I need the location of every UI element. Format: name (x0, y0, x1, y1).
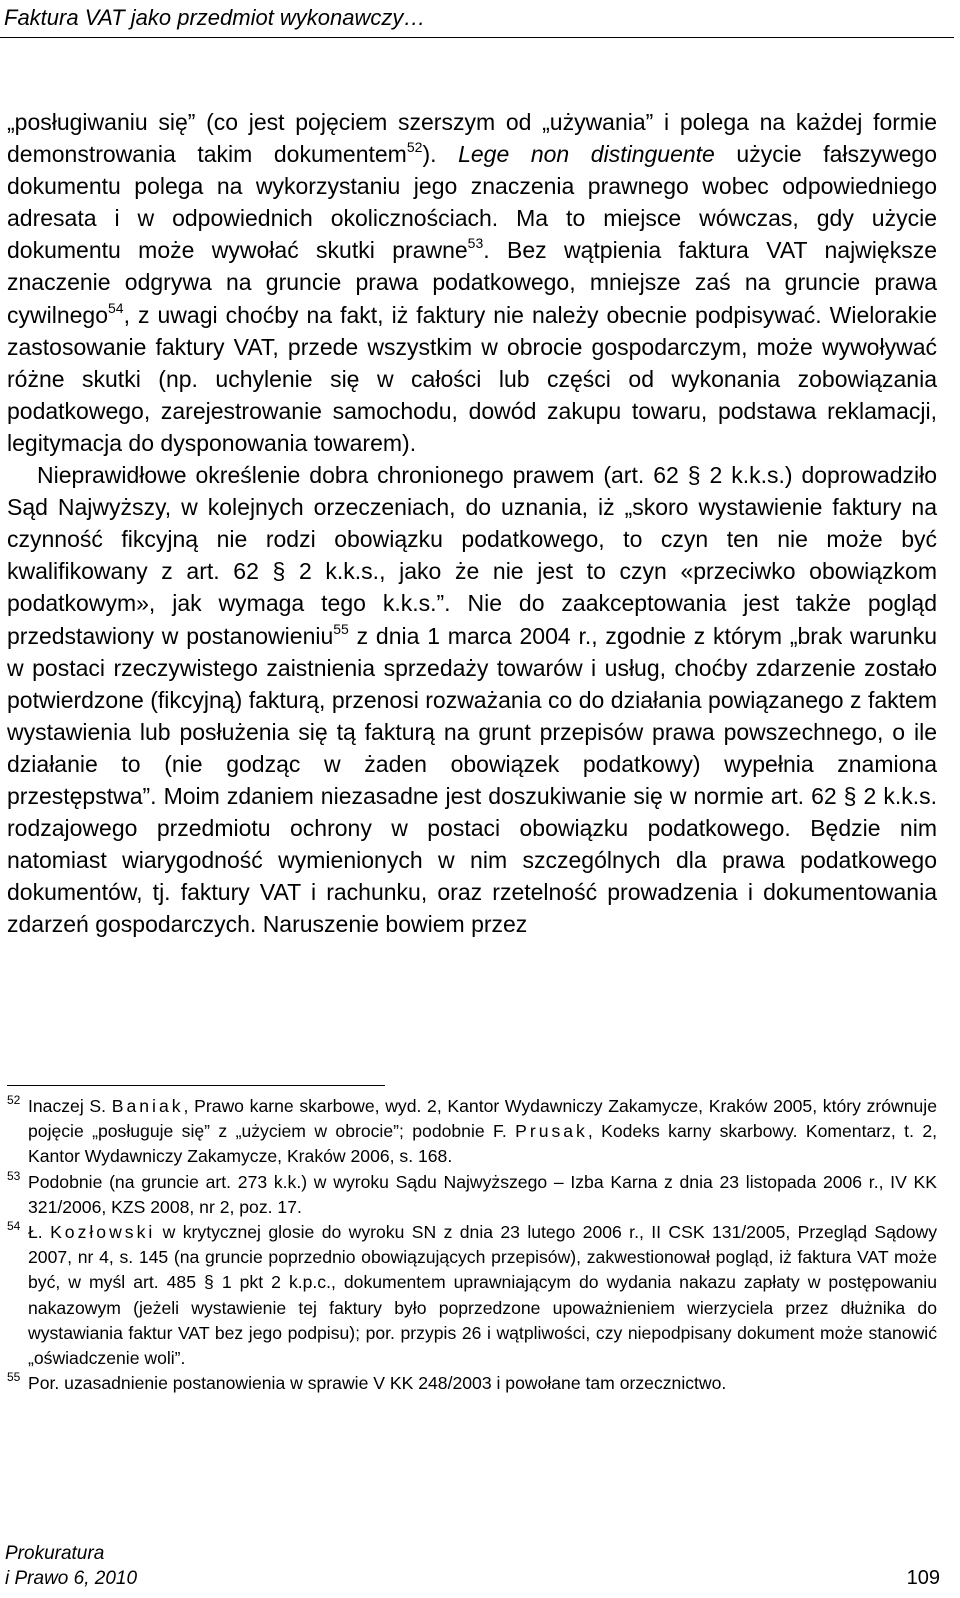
running-header (0, 0, 954, 36)
footnote-ref-55[interactable]: 55 (333, 620, 349, 637)
footnote-54: 54 Ł. Kozłowski w krytycznej glosie do wyroku SN z dnia 23 lutego 2006 r., II CSK 131/2005, Przegląd Sądowy 2007, nr 4, s. 145 (na gruncie poprzednio obowiązujących przepisów), zakwestionował pogląd, iż faktura VAT może być, w myśl art. 485 § 1 pkt 2 k.p.c., dokumentem uprawniającym do wydania nakazu zapłaty w postępowaniu nakazowym (jeżeli wystawienie tej faktury było poprzedzone upoważnieniem wierzyciela przez dłużnika do wystawiania faktur VAT bez jego podpisu); por. przypis 26 i wątpliwości, czy niepodpisany dokument może stanowić „oświadczenie woli”. (7, 1220, 937, 1371)
header-rule (0, 37, 954, 38)
footnote-number: 54 (7, 1219, 21, 1234)
footnote-53: 53 Podobnie (na gruncie art. 273 k.k.) w wyroku Sądu Najwyższego – Izba Karna z dnia 23 listopada 2006 r., IV KK 321/2006, KZS 2008, nr 2, poz. 17. (7, 1170, 937, 1220)
journal-name: Prokuratura (5, 1543, 105, 1564)
author-name: Baniak (111, 1096, 184, 1116)
footnote-number: 52 (7, 1093, 21, 1107)
footnote-number: 55 (7, 1370, 21, 1385)
footnote-number: 53 (7, 1168, 21, 1183)
latin-phrase: Lege non distinguente (458, 141, 715, 168)
author-name: Kozłowski (50, 1222, 156, 1243)
author-name: Prusak (515, 1121, 588, 1142)
page-number: 109 (906, 1567, 940, 1589)
footnote-ref-52[interactable]: 52 (406, 139, 423, 156)
footnote-separator (7, 1085, 385, 1086)
footnote-52: 52 Inaczej S. Baniak, Prawo karne skarbowe, wyd. 2, Kantor Wydawniczy Zakamycze, Kraków 2005, który zrównuje pojęcie „posługuje się” z „użyciem w obrocie”; podobnie F. Prusak, Kodeks karny skarbowy. Komentarz, t. 2, Kantor Wydawniczy Zakamycze, Kraków 2006, s. 168. (7, 1094, 937, 1170)
footnote-ref-53[interactable]: 53 (467, 235, 484, 252)
footnotes (7, 1094, 937, 1396)
running-header-title: Faktura VAT jako przedmiot wykonawczy… (4, 5, 426, 30)
paragraph-2: Nieprawidłowe określenie dobra chronionego prawem (art. 62 § 2 k.k.s.) doprowadziło Sąd Najwyższy, w kolejnych orzeczeniach, do uznania, iż „skoro wystawienie faktury na czynność fikcyjną nie rodzi obowiązku podatkowego, to czyn ten nie może być kwalifikowany z art. 62 § 2 k.k.s., jako że nie jest to czyn «przeciwko obowiązkom podatkowym», jak wymaga tego k.k.s.”. Nie do zaakceptowania jest także pogląd przedstawiony w postanowieniu$^{55}$ z dnia 1 marca 2004 r., zgodnie z którym „brak warunku w postaci rzeczywistego zaistnienia sprzedaży towarów i usług, choćby zdarzenie zostało potwierdzone (fikcyjną) fakturą, przenosi rozważania co do działania powiązanego z faktem wystawienia lub posłużenia się tą fakturą na grunt przepisów prawa powszechnego, o ile działanie to (nie godząc w żaden obowiązek podatkowy) wypełnia znamiona przestępstwa”. Moim zdaniem niezasadne jest doszukiwanie się w normie art. 62 § 2 k.k.s. rodzajowego przedmiotu ochrony w postaci obowiązku podatkowego. Będzie nim natomiast wiarygodność wymienionych w nim szczególnych dla prawa podatkowego dokumentów, tj. faktury VAT i rachunku, oraz rzetelność prowadzenia i dokumentowania zdarzeń gospodarczych. Naruszenie bowiem przez (7, 462, 937, 938)
journal-footer (5, 1541, 137, 1591)
main-text (7, 106, 937, 940)
paragraph-1: „posługiwaniu się” (co jest pojęciem szerszym od „używania” i polega na każdej formie demonstrowania takim dokumentem$^{52}$). Lege non distinguente użycie fałszywego dokumentu polega na wykorzystaniu jego znaczenia prawnego wobec odpowiedniego adresata i w odpowiednich okolicznościach. Ma to miejsce wówczas, gdy użycie dokumentu może wywołać skutki prawne$^{53}$. Bez wątpienia faktura VAT największe znaczenie odgrywa na gruncie prawa podatkowego, mniejsze zaś na gruncie prawa cywilnego$^{54}$, z uwagi choćby na fakt, iż faktury nie należy obecnie podpisywać. Wielorakie zastosowanie faktury VAT, przede wszystkim w obrocie gospodarczym, może wywoływać różne skutki (np. uchylenie się w całości lub części od wykonania zobowiązania podatkowego, zarejestrowanie samochodu, dowód zakupu towaru, podstawa reklamacji, legitymacja do dysponowania towarem). (7, 109, 937, 456)
footnote-55: 55 Por. uzasadnienie postanowienia w sprawie V KK 248/2003 i powołane tam orzecznictwo. (7, 1371, 937, 1396)
footnote-ref-54[interactable]: 54 (108, 299, 124, 316)
journal-issue: i Prawo 6, 2010 (5, 1568, 138, 1589)
